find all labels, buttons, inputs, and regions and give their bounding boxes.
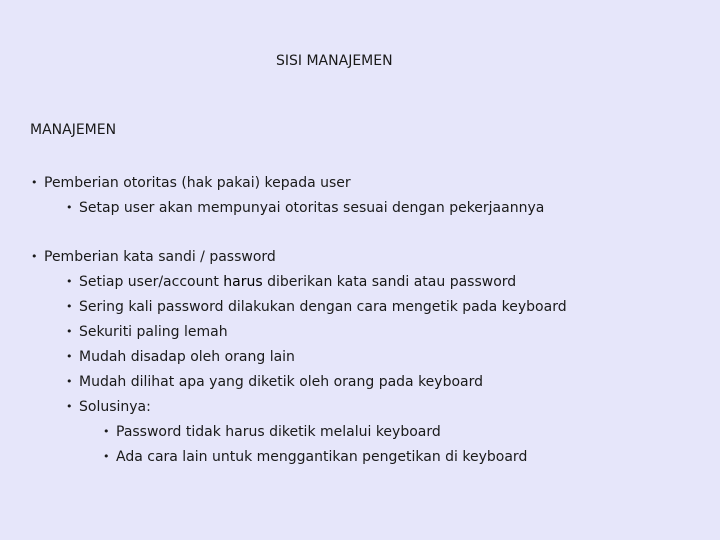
list-item-text: Setap user akan mempunyai otoritas sesuai dengan pekerjaannya bbox=[79, 200, 545, 216]
list-item bbox=[66, 373, 483, 391]
bullet-icon: • bbox=[31, 176, 38, 189]
list-item-text: Ada cara lain untuk menggantikan pengetikan di keyboard bbox=[116, 449, 528, 465]
list-item-text: Mudah disadap oleh orang lain bbox=[79, 349, 295, 365]
slide-title: SISI MANAJEMEN bbox=[276, 53, 393, 69]
bullet-icon: • bbox=[66, 350, 73, 363]
list-item-text: Pemberian kata sandi / password bbox=[44, 249, 276, 265]
list-item-text: Mudah dilihat apa yang diketik oleh orang pada keyboard bbox=[79, 374, 484, 390]
bullet-icon: • bbox=[103, 450, 110, 463]
list-item bbox=[66, 199, 544, 217]
list-item bbox=[31, 248, 276, 266]
emphasis-text: harus bbox=[223, 274, 263, 290]
list-item bbox=[66, 398, 151, 416]
bullet-icon: • bbox=[31, 250, 38, 263]
list-item bbox=[66, 298, 567, 316]
list-item bbox=[66, 348, 295, 366]
list-item bbox=[66, 273, 516, 291]
list-item-text-pre: Setiap user/account bbox=[79, 274, 224, 290]
bullet-icon: • bbox=[66, 375, 73, 388]
bullet-icon: • bbox=[66, 275, 73, 288]
list-item-text: Password tidak harus diketik melalui keyboard bbox=[116, 424, 441, 440]
list-item-text: Solusinya: bbox=[79, 399, 151, 415]
list-item bbox=[31, 174, 351, 192]
list-item bbox=[103, 423, 441, 441]
bullet-icon: • bbox=[66, 325, 73, 338]
bullet-icon: • bbox=[66, 400, 73, 413]
list-item-text-post: diberikan kata sandi atau password bbox=[262, 274, 517, 290]
list-item-text: Sekuriti paling lemah bbox=[79, 324, 228, 340]
list-item bbox=[103, 448, 527, 466]
bullet-icon: • bbox=[66, 201, 73, 214]
list-item bbox=[66, 323, 228, 341]
bullet-icon: • bbox=[66, 300, 73, 313]
section-heading: MANAJEMEN bbox=[30, 122, 117, 138]
list-item-text: Sering kali password dilakukan dengan cara mengetik pada keyboard bbox=[79, 299, 567, 315]
list-item-text: Pemberian otoritas (hak pakai) kepada user bbox=[44, 175, 351, 191]
bullet-icon: • bbox=[103, 425, 110, 438]
